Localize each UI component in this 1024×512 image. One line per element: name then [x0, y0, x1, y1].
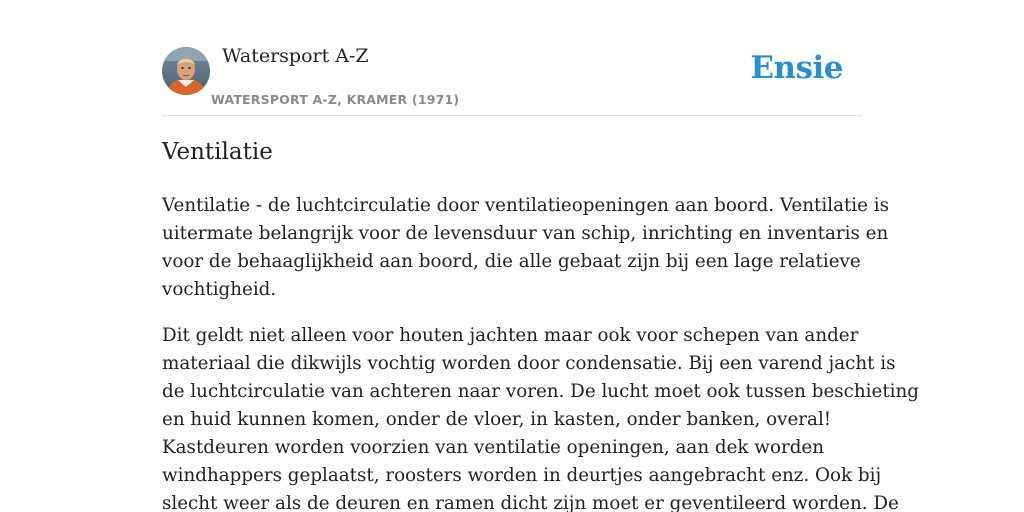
source-label[interactable]: WATERSPORT A-Z, KRAMER (1971) [211, 92, 460, 107]
article-paragraph [162, 322, 919, 512]
paragraph-line: Kastdeuren worden voorzien van ventilatie openingen, aan dek worden [162, 437, 824, 458]
paragraph-line: uitermate belangrijk voor de levensduur van schip, inrichting en inventaris en [162, 223, 889, 244]
paragraph-line: vochtigheid. [162, 279, 277, 300]
channel-avatar[interactable] [162, 47, 210, 95]
content-column [162, 0, 919, 512]
paragraph-line: voor de behaaglijkheid aan boord, die alle gebaat zijn bij een lage relatieve [162, 251, 861, 272]
article-header [162, 0, 862, 116]
article-body [162, 192, 919, 512]
article-title: Ventilatie [162, 139, 273, 165]
paragraph-line: slecht weer als de deuren en ramen dicht zijn moet er geventileerd worden. De [162, 493, 899, 512]
paragraph-line: windhappers geplaatst, roosters worden in deurtjes aangebracht enz. Ook bij [162, 465, 882, 486]
person-photo-avatar-icon [162, 47, 210, 95]
paragraph-line: en huid kunnen komen, onder de vloer, in kasten, onder banken, overal! [162, 409, 832, 430]
paragraph-line: Dit geldt niet alleen voor houten jachten maar ook voor schepen van ander [162, 325, 859, 346]
article-paragraph [162, 192, 890, 304]
paragraph-line: materiaal die dikwijls vochtig worden door condensatie. Bij een varend jacht is [162, 353, 896, 374]
paragraph-line: Ventilatie - de luchtcirculatie door ventilatieopeningen aan boord. Ventilatie is [162, 195, 890, 216]
paragraph-line: de luchtcirculatie van achteren naar voren. De lucht moet ook tussen beschieting [162, 381, 919, 402]
channel-name[interactable]: Watersport A-Z [222, 45, 369, 67]
ensie-logo[interactable]: Ensie [750, 50, 843, 86]
